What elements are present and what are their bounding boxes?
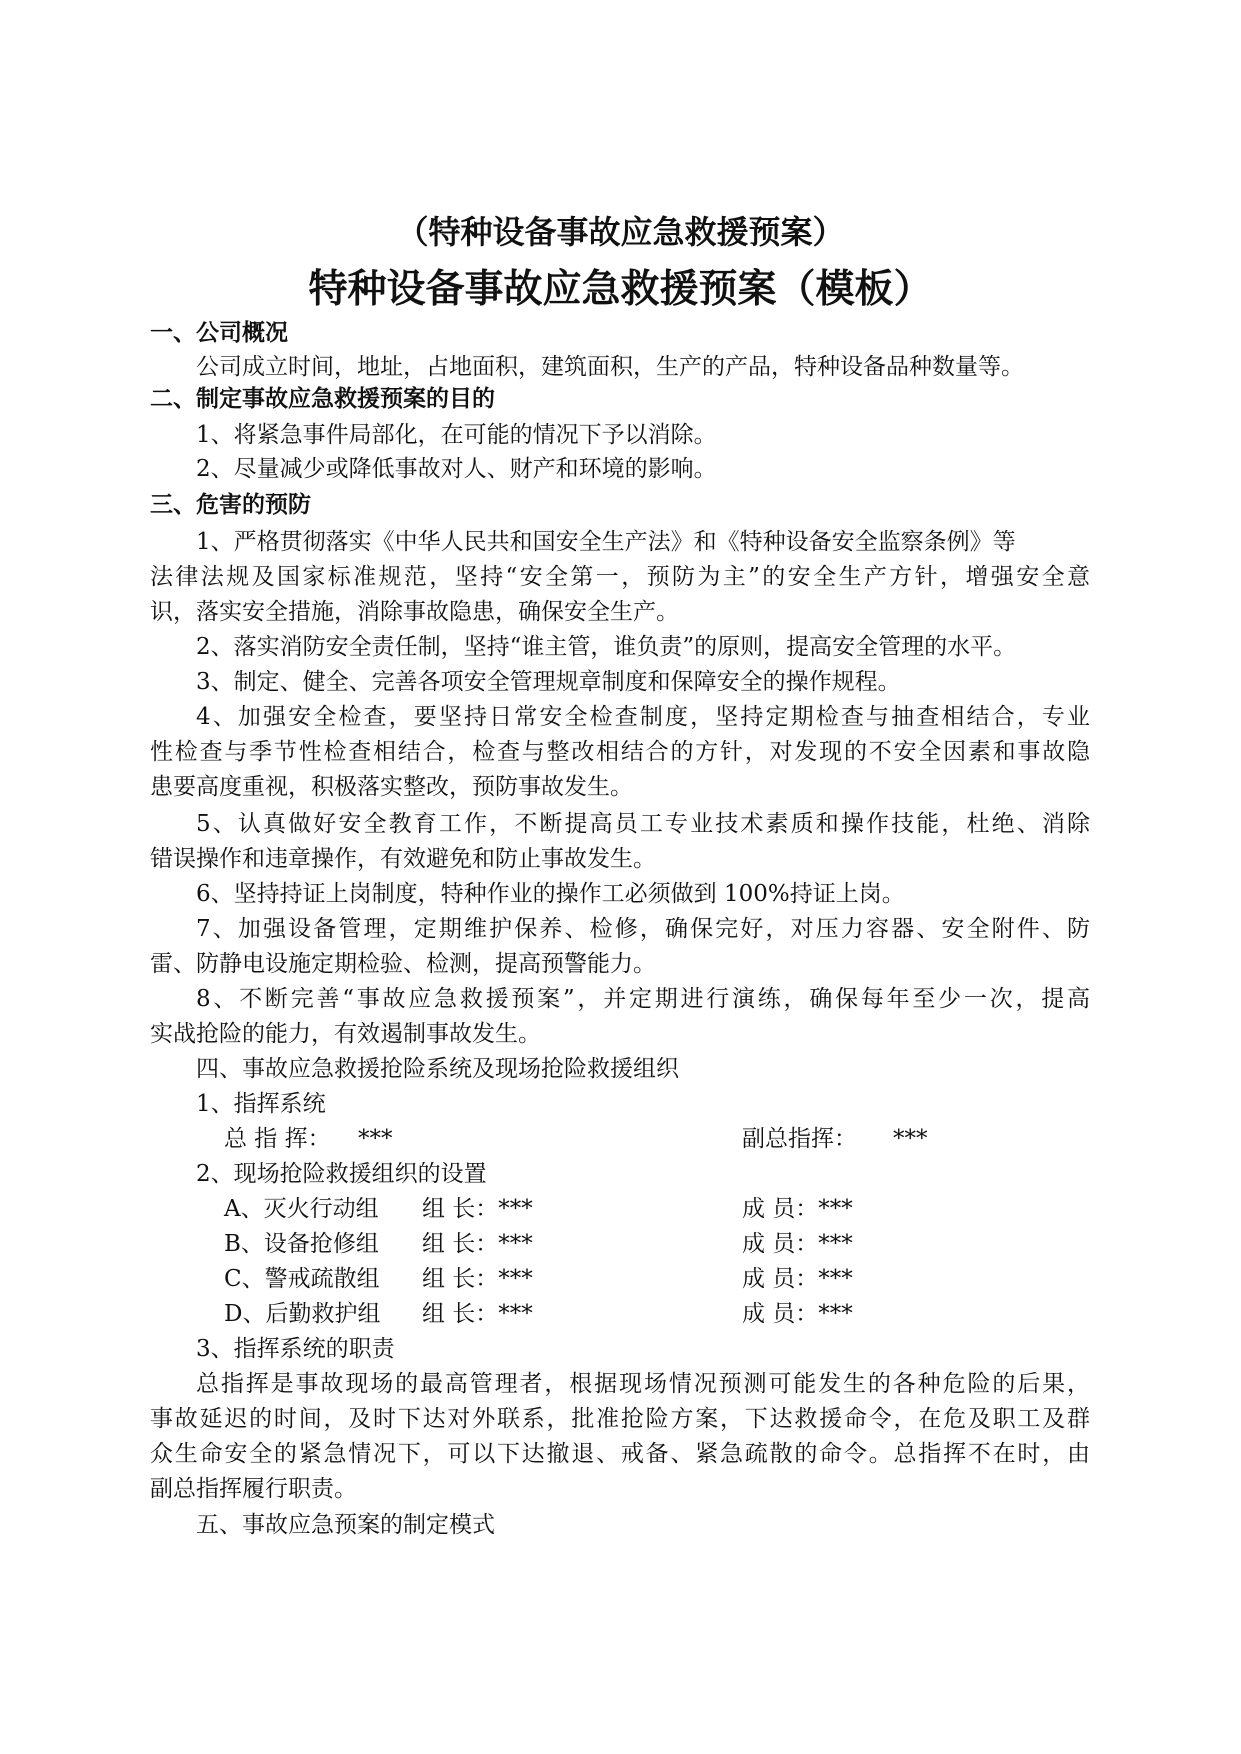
- group-a-name: A、灭火行动组: [224, 1196, 379, 1222]
- group-b-name: B、设备抢修组: [224, 1231, 379, 1257]
- section-3-para-3: 3、制定、健全、完善各项安全管理规章制度和保障安全的操作规程。: [196, 669, 901, 695]
- group-d-members: 成 员：***: [742, 1301, 853, 1327]
- duty-line-1: 总指挥是事故现场的最高管理者，根据现场情况预测可能发生的各种危险的后果，: [196, 1371, 1090, 1397]
- duty-line-3: 众生命安全的紧急情况下，可以下达撤退、戒备、紧急疏散的命令。总指挥不在时，由: [150, 1441, 1090, 1467]
- group-a-leader: 组 长：***: [422, 1196, 533, 1222]
- document-title: 特种设备事故应急救援预案（模板）: [308, 267, 933, 312]
- section-2-item-2: 2、尽量减少或降低事故对人、财产和环境的影响。: [196, 456, 717, 482]
- section-3-para-1-line-3: 识，落实安全措施，消除事故隐患，确保安全生产。: [150, 599, 679, 625]
- section-heading-5: 五、事故应急预案的制定模式: [196, 1512, 495, 1538]
- section-3-para-7-line-1: 7、加强设备管理，定期维护保养、检修，确保完好，对压力容器、安全附件、防: [196, 916, 1090, 942]
- commander-value: ***: [358, 1126, 393, 1152]
- section-3-para-8-line-1: 8、不断完善“事故应急救援预案”，并定期进行演练，确保每年至少一次，提高: [196, 986, 1090, 1012]
- group-c-name: C、警戒疏散组: [224, 1266, 380, 1292]
- section-3-para-5-line-2: 错误操作和违章操作，有效避免和防止事故发生。: [150, 846, 656, 872]
- section-1-text: 公司成立时间，地址，占地面积，建筑面积，生产的产品，特种设备品种数量等。: [196, 354, 1024, 380]
- deputy-commander-label: 副总指挥：: [742, 1126, 857, 1152]
- section-3-para-4-line-3: 患要高度重视，积极落实整改，预防事故发生。: [150, 774, 633, 800]
- section-4-subheading-1: 1、指挥系统: [196, 1091, 326, 1117]
- section-3-para-5-line-1: 5、认真做好安全教育工作，不断提高员工专业技术素质和操作技能，杜绝、消除: [196, 811, 1090, 837]
- section-3-para-4-line-1: 4、加强安全检查，要坚持日常安全检查制度，坚持定期检查与抽查相结合，专业: [196, 704, 1090, 730]
- group-b-members: 成 员：***: [742, 1231, 853, 1257]
- deputy-commander-value: ***: [893, 1126, 928, 1152]
- group-c-members: 成 员：***: [742, 1266, 853, 1292]
- section-heading-3: 三、危害的预防: [150, 492, 311, 518]
- section-4-subheading-2: 2、现场抢险救援组织的设置: [196, 1161, 487, 1187]
- group-d-name: D、后勤救护组: [224, 1301, 381, 1327]
- group-d-leader: 组 长：***: [422, 1301, 533, 1327]
- duty-line-4: 副总指挥履行职责。: [150, 1476, 357, 1502]
- group-c-leader: 组 长：***: [422, 1266, 533, 1292]
- section-heading-1: 一、公司概况: [150, 320, 288, 346]
- section-3-para-2: 2、落实消防安全责任制，坚持“谁主管，谁负责”的原则，提高安全管理的水平。: [196, 634, 1017, 660]
- duty-line-2: 事故延迟的时间，及时下达对外联系，批准抢险方案，下达救援命令，在危及职工及群: [150, 1406, 1090, 1432]
- section-3-para-8-line-2: 实战抢险的能力，有效遏制事故发生。: [150, 1021, 541, 1047]
- section-3-para-1-line-2: 法律法规及国家标准规范，坚持“安全第一，预防为主”的安全生产方针，增强安全意: [150, 564, 1090, 590]
- document-subtitle: （特种设备事故应急救援预案）: [396, 213, 845, 251]
- section-4-subheading-3: 3、指挥系统的职责: [196, 1336, 395, 1362]
- section-3-para-4-line-2: 性检查与季节性检查相结合，检查与整改相结合的方针，对发现的不安全因素和事故隐: [150, 739, 1090, 765]
- section-heading-4: 四、事故应急救援抢险系统及现场抢险救援组织: [196, 1056, 679, 1082]
- section-3-para-6: 6、坚持持证上岗制度，特种作业的操作工必须做到 100%持证上岗。: [196, 881, 905, 907]
- commander-label: 总 指 挥：: [224, 1126, 331, 1152]
- group-b-leader: 组 长：***: [422, 1231, 533, 1257]
- section-3-para-7-line-2: 雷、防静电设施定期检验、检测，提高预警能力。: [150, 951, 656, 977]
- section-heading-2: 二、制定事故应急救援预案的目的: [150, 386, 495, 412]
- group-a-members: 成 员：***: [742, 1196, 853, 1222]
- section-3-para-1-line-1: 1、严格贯彻落实《中华人民共和国安全生产法》和《特种设备安全监察条例》等: [196, 529, 1016, 555]
- section-2-item-1: 1、将紧急事件局部化，在可能的情况下予以消除。: [196, 422, 717, 448]
